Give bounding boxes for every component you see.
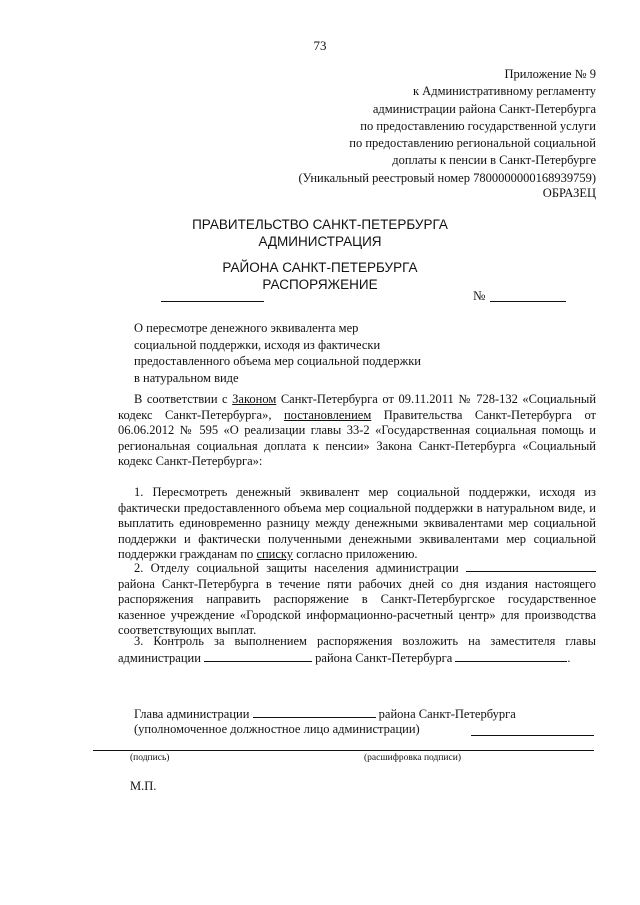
appendix-line: доплаты к пенсии в Санкт-Петербурге: [392, 153, 596, 168]
document-subject: [134, 320, 421, 386]
item-2-text: 2. Отделу социальной защиты населения администрации: [134, 561, 466, 575]
appendix-line: (Уникальный реестровый номер 7800000000168939759): [298, 170, 596, 185]
signature-decode-caption: (расшифровка подписи): [364, 753, 461, 763]
authorized-blank-line: [471, 735, 594, 736]
signature-caption: (подпись): [130, 753, 170, 763]
authorized-person-label: (уполномоченное должностное лицо администрации): [134, 722, 420, 736]
sample-label: ОБРАЗЕЦ: [542, 186, 596, 200]
preamble-text: Правительства Санкт-Петербурга от 06.06.2012 № 595 «О реализации главы 33-2 «Государственная социальная помощь и региональная социальная доплата к пенсии» Закона Санкт-Петербурга «Социальный кодекс Санкт-Петербурга»:: [118, 407, 596, 468]
preamble-paragraph: [118, 392, 596, 470]
doc-type-title: РАСПОРЯЖЕНИЕ: [262, 276, 378, 292]
district-header: [0, 260, 640, 293]
item-1-text: согласно приложению.: [293, 547, 418, 561]
appendix-line: к Административному регламенту: [412, 84, 596, 99]
district-name-blank: [253, 706, 376, 718]
subject-line: предоставленного объема мер социальной поддержки: [134, 354, 421, 368]
signature-line: [93, 750, 594, 751]
item-2-text: района Санкт-Петербурга в течение пяти рабочих дней со дня издания настоящего распоряжения направить распоряжение в Санкт-Петербургское государственное казенное учреждение «Городской информационно-расчетный центр» для производства соответствующих выплат.: [118, 576, 596, 637]
admin-title: АДМИНИСТРАЦИЯ: [258, 233, 382, 249]
date-blank-line: [161, 301, 264, 302]
item-1-text: 1. Пересмотреть денежный эквивалент мер социальной поддержки, исходя из фактически предоставленного объема мер социальной поддержки в натуральном виде, и выплатить единовременно разницу между денежными эквивалентами мер социальной поддержки и фактически полученными денежными эквивалентами мер социальной поддержки гражданам по: [118, 485, 596, 561]
subject-line: в натуральном виде: [134, 370, 239, 385]
law-link[interactable]: Законом: [232, 392, 277, 406]
preamble-text: Санкт-Петербурга от 09.11.2011 № 728-132 «Социальный кодекс Санкт-Петербурга»,: [118, 392, 597, 422]
district-label: района Санкт-Петербурга: [378, 707, 516, 721]
number-sign: №: [473, 288, 486, 303]
department-blank: [466, 560, 596, 572]
subject-line: О пересмотре денежного эквивалента мер: [134, 321, 359, 335]
appendix-line: по предоставлению государственной услуги: [360, 118, 596, 133]
resolution-link[interactable]: постановлением: [283, 407, 372, 422]
district-blank: [204, 650, 312, 662]
appendix-line: Приложение № 9: [504, 67, 596, 81]
appendix-header: [298, 66, 596, 187]
item-3-paragraph: [118, 634, 596, 666]
item-3-text: .: [567, 650, 571, 665]
appendix-line: администрации района Санкт-Петербурга: [372, 101, 596, 116]
appendix-line: по предоставлению региональной социальной: [349, 136, 596, 151]
item-3-text: 3. Контроль за выполнением распоряжения возложить на заместителя главы администрации: [118, 634, 596, 665]
government-header: [0, 217, 640, 250]
item-1-paragraph: [118, 485, 596, 563]
signature-head-line: [134, 706, 516, 722]
number-blank-line: [490, 301, 566, 302]
preamble-text: В соответствии с: [134, 392, 233, 406]
list-link[interactable]: списку: [256, 547, 294, 561]
district-title: РАЙОНА САНКТ-ПЕТЕРБУРГА: [222, 260, 418, 275]
head-label: Глава администрации: [134, 707, 250, 721]
subject-line: социальной поддержки, исходя из фактически: [134, 337, 381, 352]
page-number: 73: [313, 38, 327, 53]
gov-title: ПРАВИТЕЛЬСТВО САНКТ-ПЕТЕРБУРГА: [192, 217, 448, 232]
stamp-place: М.П.: [130, 779, 157, 793]
item-3-text: района Санкт-Петербурга: [312, 650, 456, 665]
deputy-name-blank: [455, 650, 567, 662]
item-2-paragraph: [118, 560, 596, 639]
